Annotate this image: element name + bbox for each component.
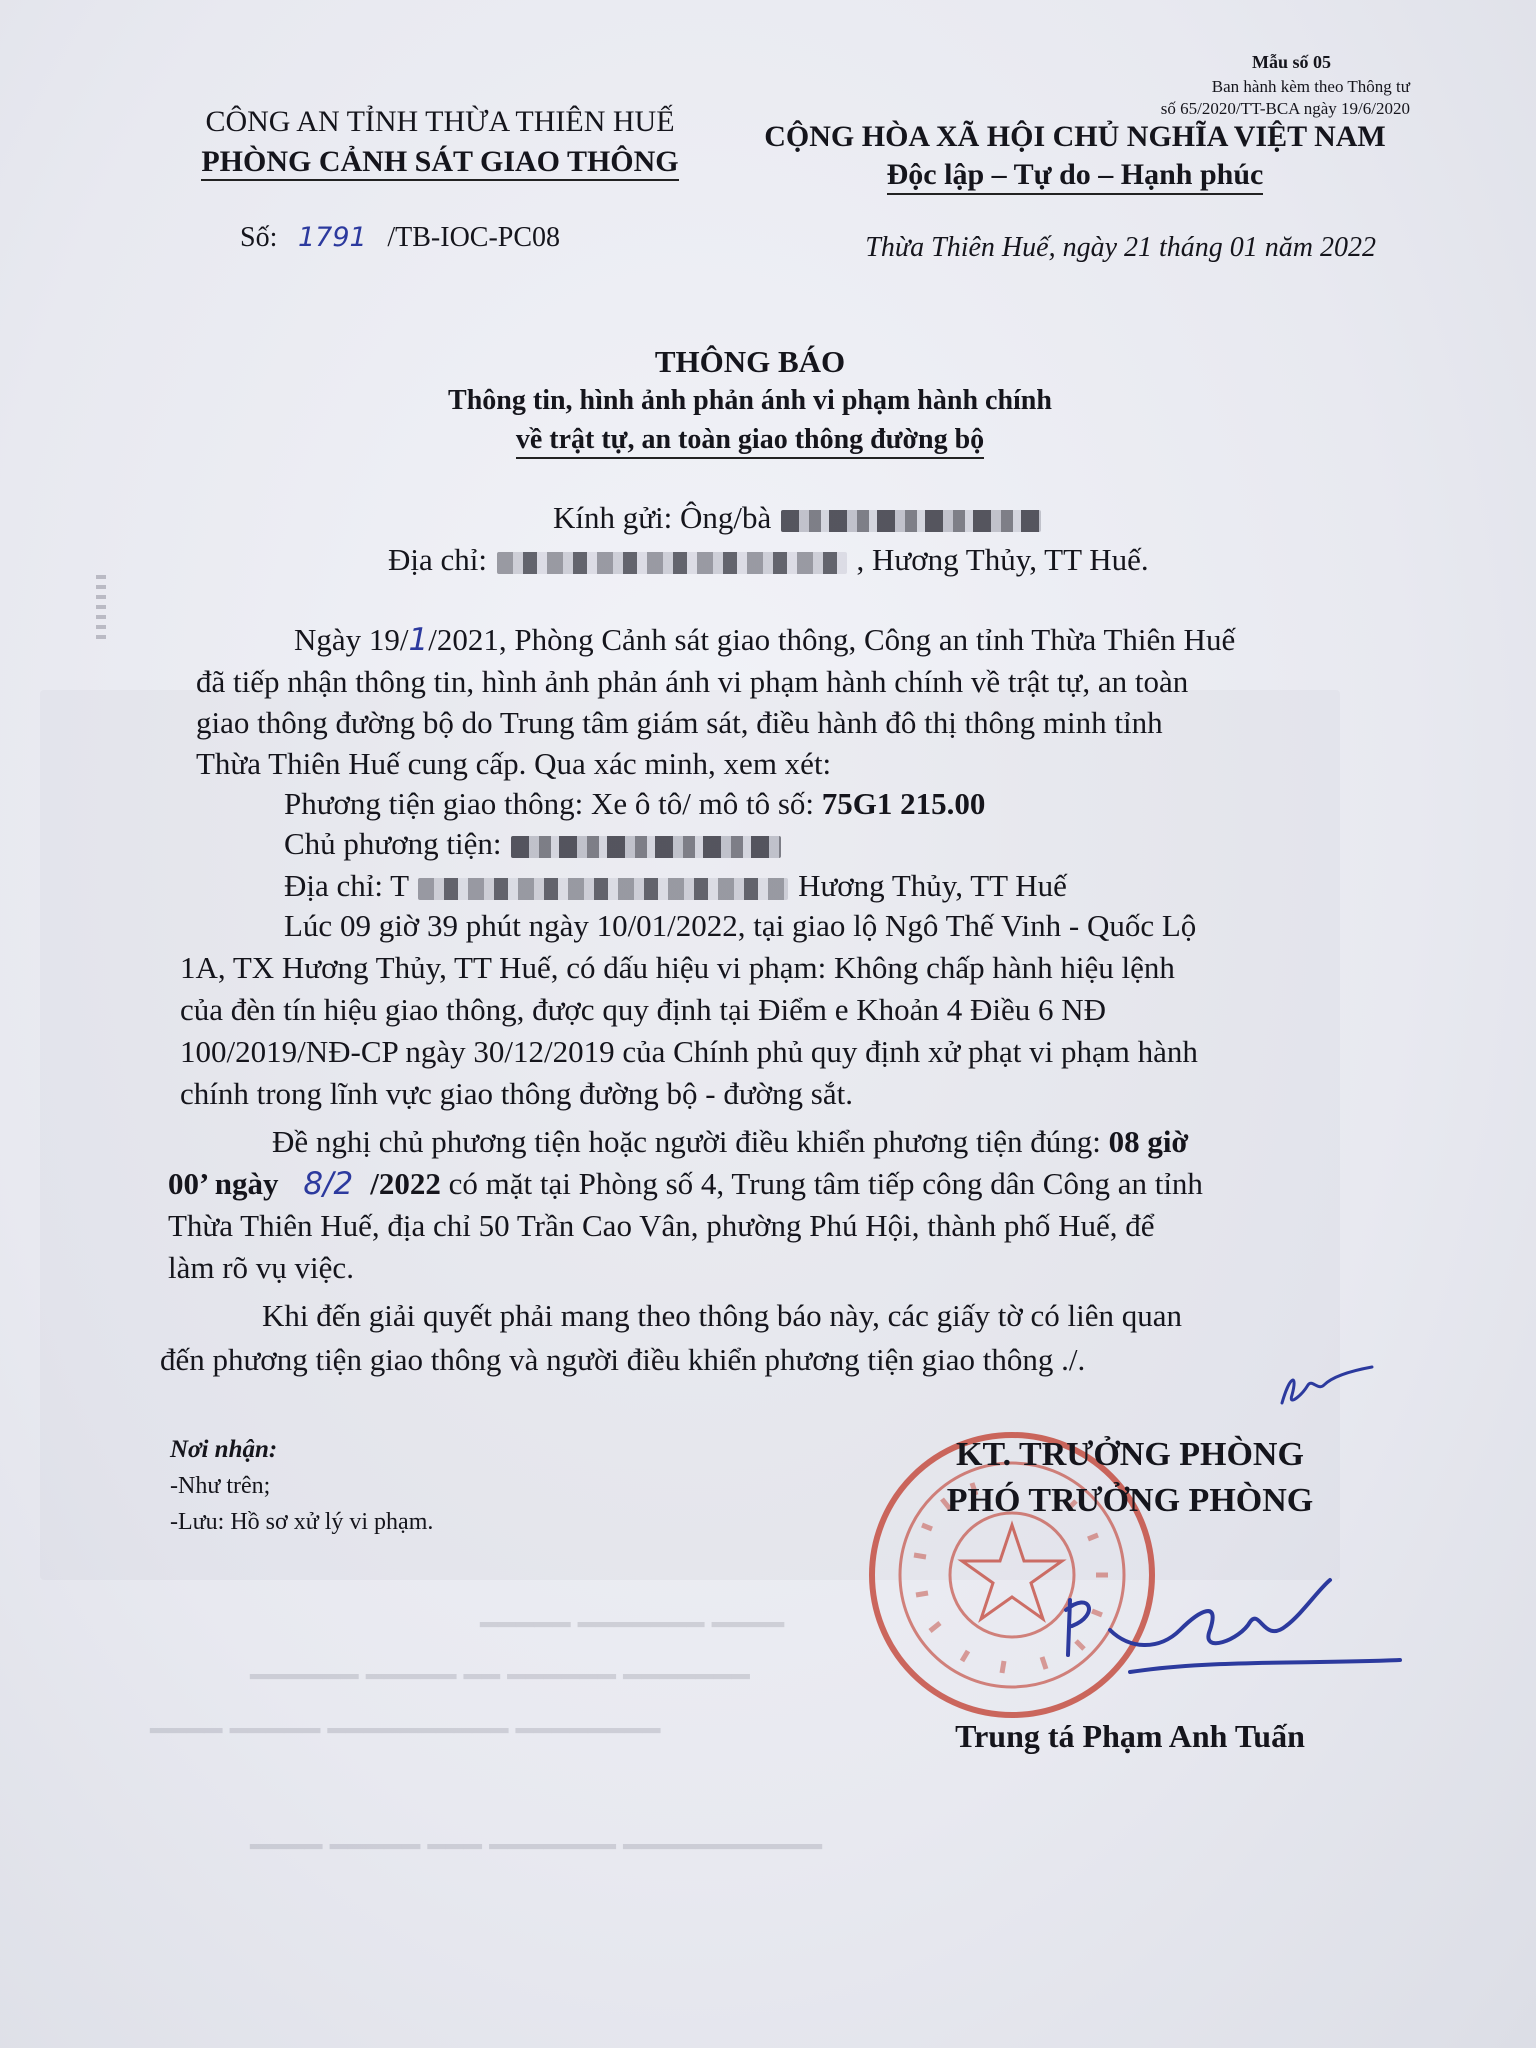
paragraph-1-line-2: đã tiếp nhận thông tin, hình ảnh phản ánh vi phạm hành chính về trật tự, an toàn: [196, 664, 1189, 699]
form-ref-line-1: Ban hành kèm theo Thông tư: [1211, 77, 1410, 96]
handwritten-month: 1: [408, 622, 429, 658]
owner-address-prefix: Địa chỉ: T: [284, 868, 409, 903]
signature-title-1: KT. TRƯỞNG PHÒNG: [956, 1436, 1304, 1473]
document-title: THÔNG BÁO: [654, 344, 846, 379]
show-through-line: ━━━━━ ━━━━━━━ ━━━━: [480, 1609, 784, 1642]
request-line-1: [272, 1124, 1189, 1160]
request-line-2: [168, 1166, 1203, 1202]
vehicle-plate: 75G1 215.00: [821, 786, 986, 821]
recipient-line: [553, 500, 1043, 536]
vehicle-line: [284, 786, 985, 822]
show-through-line: ━━━━ ━━━━━ ━━━━━━━━━━ ━━━━━━━━: [150, 1715, 661, 1748]
show-through-line: ━━━━ ━━━━━ ━━━ ━━━━━━━ ━━━━━━━━━━━: [250, 1831, 822, 1864]
request-line-4: làm rõ vụ việc.: [168, 1250, 354, 1285]
owner-label: Chủ phương tiện:: [284, 826, 502, 861]
signature-icon: [1050, 1560, 1410, 1700]
signature-title: [890, 1432, 1370, 1524]
national-header: [720, 118, 1430, 194]
recipient-address-tail: , Hương Thủy, TT Huế.: [856, 542, 1149, 577]
p1-date-start: Ngày 19/: [294, 622, 409, 657]
document-subtitle-1: Thông tin, hình ảnh phản ánh vi phạm hành chính: [448, 385, 1052, 416]
violation-line-5: chính trong lĩnh vực giao thông đường bộ - đường sắt.: [180, 1076, 853, 1111]
handwritten-date: 8/2: [303, 1166, 354, 1202]
recipient-address-label: Địa chỉ:: [388, 542, 487, 577]
p1-date-end: /2021, Phòng Cảnh sát giao thông, Công an tỉnh Thừa Thiên Huế: [428, 622, 1236, 657]
recipients-block: [170, 1432, 433, 1540]
agency-header: [170, 102, 710, 182]
owner-address-tail: Hương Thủy, TT Huế: [798, 868, 1067, 903]
agency-line-1: CÔNG AN TỈNH THỪA THIÊN HUẾ: [205, 105, 675, 138]
place-date: Thừa Thiên Huế, ngày 21 tháng 01 năm 2022: [865, 232, 1376, 263]
doc-no-suffix: /TB-IOC-PC08: [387, 222, 561, 253]
paragraph-1-line-3: giao thông đường bộ do Trung tâm giám sát, điều hành đô thị thông minh tỉnh: [196, 705, 1163, 740]
request-minute: 00’ ngày: [168, 1166, 287, 1201]
closing-line-2: đến phương tiện giao thông và người điều khiển phương tiện giao thông ./.: [160, 1342, 1086, 1377]
initial-mark-icon: [1262, 1355, 1382, 1415]
recipients-item-2: -Lưu: Hồ sơ xử lý vi phạm.: [170, 1509, 434, 1535]
form-number: Mẫu số 05: [1251, 52, 1331, 72]
paragraph-1-line-4: Thừa Thiên Huế cung cấp. Qua xác minh, xem xét:: [196, 746, 832, 781]
document-number: [240, 222, 560, 254]
redacted-recipient-name: [781, 510, 1041, 532]
nation-line-2: Độc lập – Tự do – Hạnh phúc: [887, 158, 1264, 195]
vehicle-label: Phương tiện giao thông: Xe ô tô/ mô tô số:: [284, 786, 822, 821]
violation-line-3: của đèn tín hiệu giao thông, được quy định tại Điểm e Khoản 4 Điều 6 NĐ: [180, 992, 1106, 1027]
form-reference: [1161, 76, 1410, 120]
doc-no-handwritten: 1791: [298, 222, 367, 253]
request-year: /2022: [370, 1166, 441, 1201]
signer-name: Trung tá Phạm Anh Tuấn: [955, 1718, 1305, 1754]
request-text: Đề nghị chủ phương tiện hoặc người điều khiển phương tiện đúng:: [272, 1124, 1109, 1159]
redacted-recipient-address: [497, 552, 847, 574]
request-location: có mặt tại Phòng số 4, Trung tâm tiếp công dân Công an tỉnh: [440, 1166, 1203, 1201]
closing-line-1: Khi đến giải quyết phải mang theo thông báo này, các giấy tờ có liên quan: [262, 1298, 1183, 1333]
recipients-item-1: -Như trên;: [170, 1473, 271, 1499]
violation-line-4: 100/2019/NĐ-CP ngày 30/12/2019 của Chính phủ quy định xử phạt vi phạm hành: [180, 1034, 1198, 1069]
request-line-3: Thừa Thiên Huế, địa chỉ 50 Trần Cao Vân, phường Phú Hội, thành phố Huế, để: [168, 1208, 1155, 1243]
owner-address-line: [284, 868, 1067, 904]
recipients-heading: Nơi nhận:: [170, 1436, 278, 1463]
document-subtitle-2: về trật tự, an toàn giao thông đường bộ: [516, 424, 984, 459]
doc-no-prefix: Số:: [240, 222, 278, 253]
show-through-line: ━━━━━━ ━━━━━ ━━ ━━━━━━ ━━━━━━━: [250, 1661, 750, 1694]
form-ref-line-2: số 65/2020/TT-BCA ngày 19/6/2020: [1160, 99, 1410, 118]
violation-line-1: Lúc 09 giờ 39 phút ngày 10/01/2022, tại giao lộ Ngô Thế Vinh - Quốc Lộ: [284, 908, 1197, 943]
redacted-owner-address: [418, 878, 788, 900]
request-hour: 08 giờ: [1108, 1124, 1189, 1159]
recipient-label: Kính gửi: Ông/bà: [553, 500, 772, 535]
signature-title-2: PHÓ TRƯỞNG PHÒNG: [946, 1482, 1314, 1519]
owner-line: [284, 826, 783, 862]
edge-marks: [96, 575, 106, 645]
redacted-owner-name: [511, 836, 781, 858]
nation-line-1: CỘNG HÒA XÃ HỘI CHỦ NGHĨA VIỆT NAM: [764, 120, 1386, 153]
paragraph-1-line-1: [294, 622, 1235, 658]
violation-line-2: 1A, TX Hương Thủy, TT Huế, có dấu hiệu vi phạm: Không chấp hành hiệu lệnh: [180, 950, 1175, 985]
recipient-address-line: [388, 542, 1149, 578]
agency-line-2: PHÒNG CẢNH SÁT GIAO THÔNG: [201, 145, 678, 181]
